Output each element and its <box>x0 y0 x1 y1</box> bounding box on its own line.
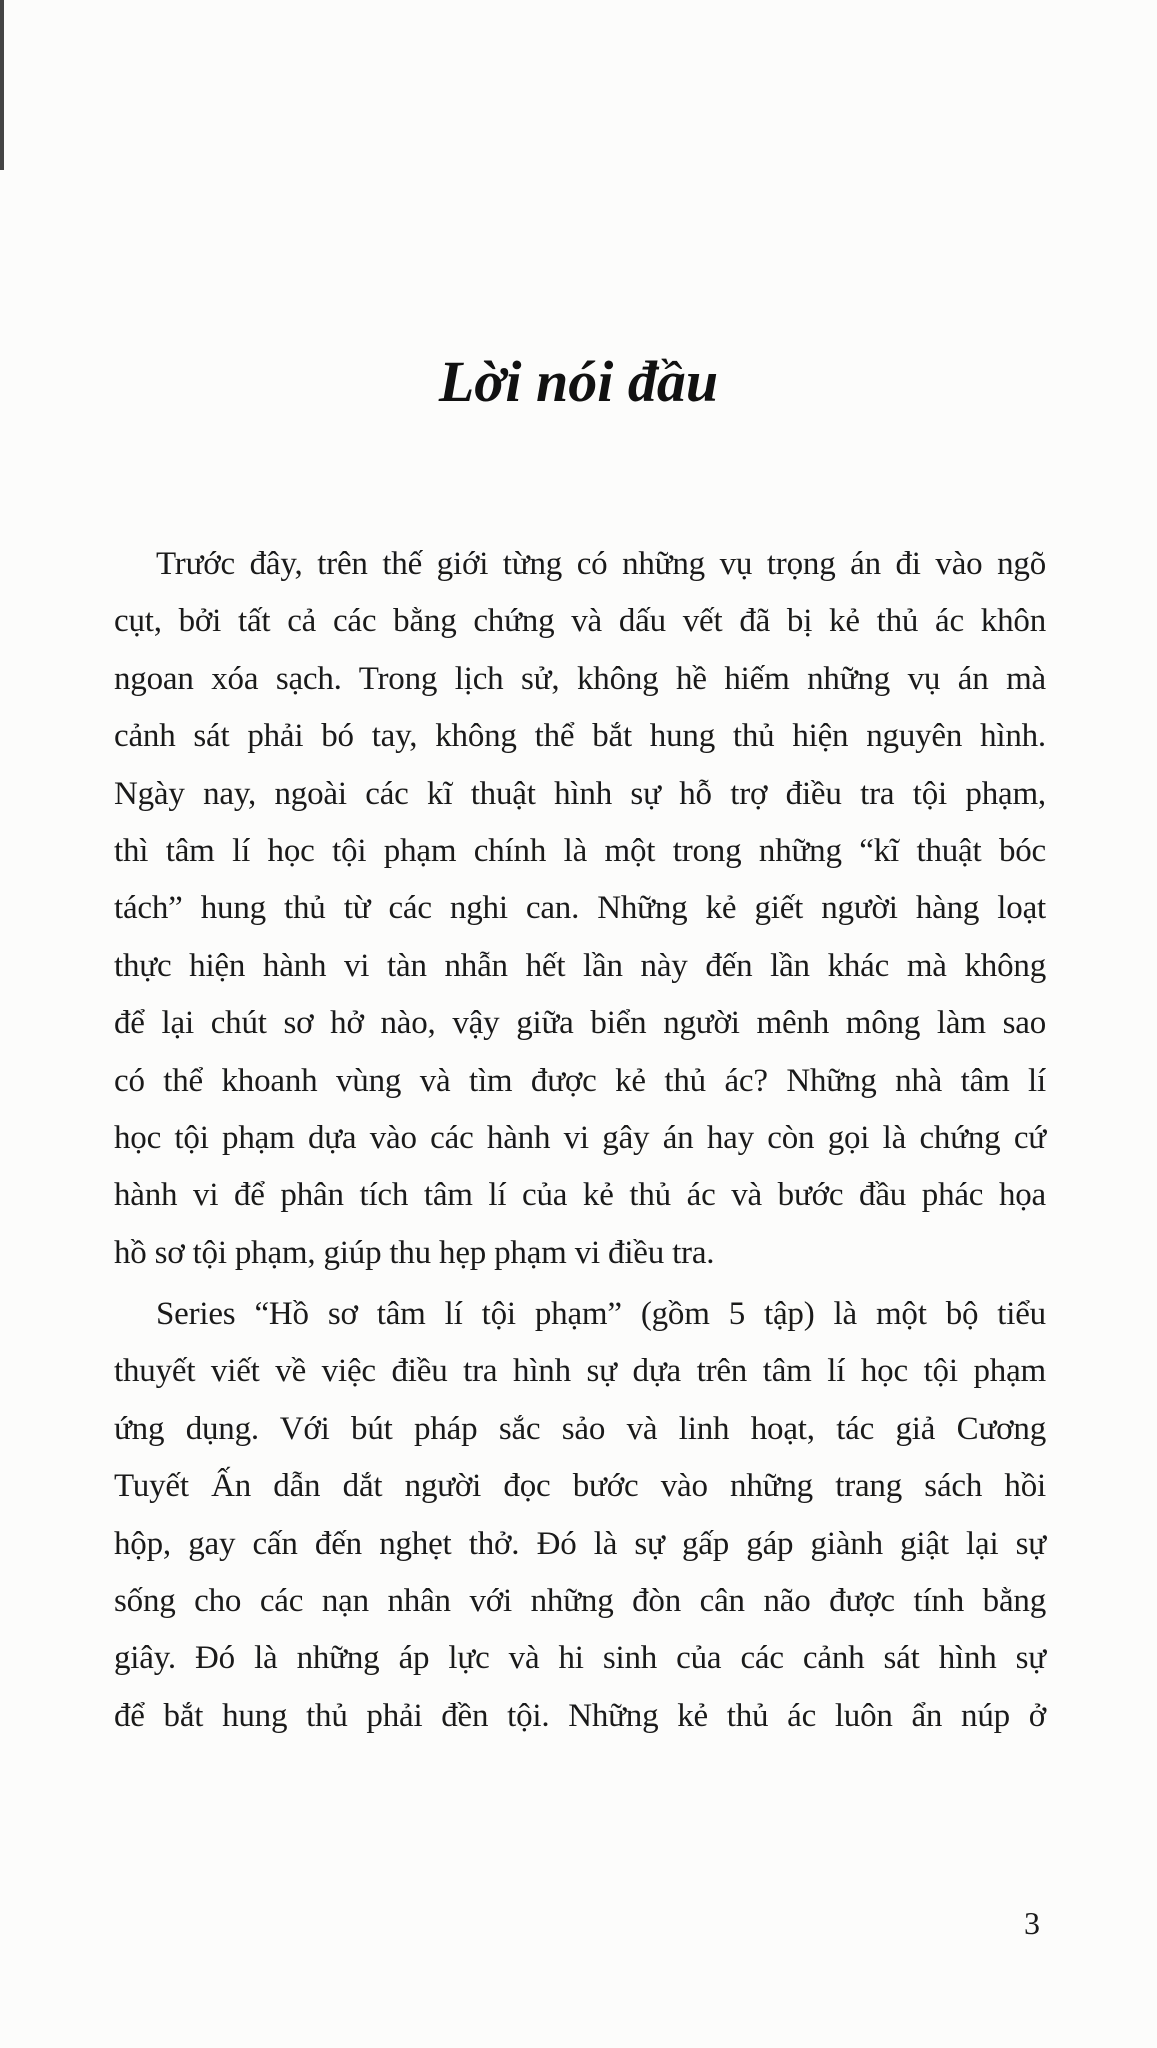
page-edge-shadow <box>0 0 4 170</box>
paragraph-1 <box>114 536 1046 1282</box>
text-line: học tội phạm dựa vào các hành vi gây án hay còn gọi là chứng cứ <box>114 1119 1046 1156</box>
text-line: cảnh sát phải bó tay, không thể bắt hung thủ hiện nguyên hình. <box>114 718 1046 755</box>
text-line: ứng dụng. Với bút pháp sắc sảo và linh hoạt, tác giả Cương <box>114 1410 1046 1447</box>
text-line: tách” hung thủ từ các nghi can. Những kẻ giết người hàng loạt <box>114 890 1046 927</box>
text-line: để bắt hung thủ phải đền tội. Những kẻ thủ ác luôn ẩn núp ở <box>114 1697 1046 1734</box>
text-line: hồ sơ tội phạm, giúp thu hẹp phạm vi điều tra. <box>114 1234 715 1271</box>
text-line: hộp, gay cấn đến nghẹt thở. Đó là sự gấp gáp giành giật lại sự <box>114 1525 1046 1562</box>
text-line: Series “Hồ sơ tâm lí tội phạm” (gồm 5 tập) là một bộ tiểu <box>156 1296 1046 1333</box>
text-line: Ngày nay, ngoài các kĩ thuật hình sự hỗ trợ điều tra tội phạm, <box>114 775 1046 812</box>
text-line: sống cho các nạn nhân với những đòn cân não được tính bằng <box>114 1583 1046 1620</box>
text-line: Trước đây, trên thế giới từng có những vụ trọng án đi vào ngõ <box>156 546 1046 582</box>
text-line: thực hiện hành vi tàn nhẫn hết lần này đến lần khác mà không <box>114 947 1046 984</box>
page-number: 3 <box>1024 1905 1040 1941</box>
text-line: thuyết viết về việc điều tra hình sự dựa trên tâm lí học tội phạm <box>114 1353 1046 1390</box>
text-line: ngoan xóa sạch. Trong lịch sử, không hề hiếm những vụ án mà <box>114 660 1046 697</box>
text-line: thì tâm lí học tội phạm chính là một trong những “kĩ thuật bóc <box>114 832 1046 869</box>
text-line: để lại chút sơ hở nào, vậy giữa biển người mênh mông làm sao <box>114 1005 1046 1042</box>
text-line: hành vi để phân tích tâm lí của kẻ thủ ác và bước đầu phác họa <box>114 1177 1046 1214</box>
chapter-title: Lời nói đầu <box>438 349 719 414</box>
text-line: cụt, bởi tất cả các bằng chứng và dấu vết đã bị kẻ thủ ác khôn <box>114 603 1046 640</box>
text-line: có thể khoanh vùng và tìm được kẻ thủ ác? Những nhà tâm lí <box>114 1062 1046 1099</box>
paragraph-2 <box>114 1286 1046 1745</box>
text-line: giây. Đó là những áp lực và hi sinh của các cảnh sát hình sự <box>114 1640 1046 1677</box>
text-line: Tuyết Ấn dẫn dắt người đọc bước vào những trang sách hồi <box>114 1468 1046 1505</box>
body-text <box>114 536 1046 1745</box>
